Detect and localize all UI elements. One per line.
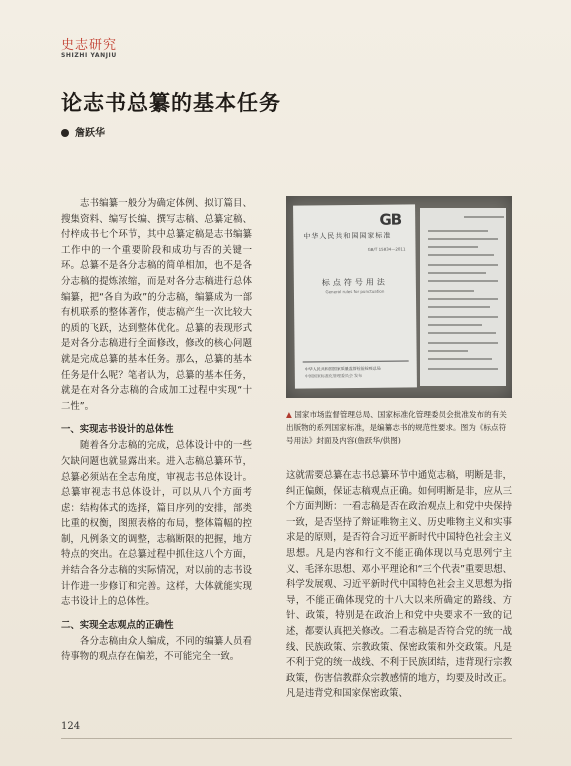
content-line [464, 216, 504, 218]
article-title: 论志书总纂的基本任务 [61, 90, 281, 115]
cover-issuer-1: 中华人民共和国国家质量监督检验检疫总局 [304, 365, 381, 372]
cover-standard-name: 标点符号用法 [321, 277, 388, 288]
content-line [428, 290, 474, 292]
page-number: 124 [61, 721, 81, 732]
content-line [428, 238, 498, 240]
content-line [428, 298, 498, 300]
gb-logo: GB [379, 210, 402, 229]
figure-caption [286, 408, 512, 447]
standard-content-page [420, 208, 506, 386]
content-line [428, 280, 498, 282]
section-label-pinyin: SHIZHI YANJIU [61, 52, 117, 59]
content-line [428, 324, 482, 326]
cover-subtitle: General rules for punctuation [325, 288, 385, 295]
section-heading-2: 二、实现全志观点的正确性 [61, 619, 174, 631]
bullet-icon [61, 129, 69, 137]
author-line [61, 124, 105, 139]
section-heading-1: 一、实现志书设计的总体性 [61, 424, 174, 436]
footer-rule [61, 738, 512, 739]
content-line [428, 306, 490, 308]
cover-standard-number: GB/T 15834—2011 [367, 246, 406, 252]
standard-cover [293, 204, 417, 388]
content-line [428, 316, 498, 318]
content-line [428, 272, 486, 274]
right-paragraph: 这就需要总纂在志书总纂环节中通览志稿，明断是非，纠正偏颇，保证志稿观点正确。如何明断是非，应从三个方面判断：一看志稿是否在政治观点上和党中央保持一致，是否坚持了辩证唯物主义、历史唯物主义和实事求是的原则，是否符合习近平新时代中国特色社会主义思想。凡是内容和行文不能正确体现以马克思列宁主义、毛泽东思想、邓小平理论和“三个代表”重要思想、科学发展观、习近平新时代中国特色社会主义思想为指导，不能正确体现党的十八大以来所确定的路线、方针、政策，特别是在政治上和党中央要求不一致的记述，都要认真把关修改。二看志稿是否符合党的统一战线、民族政策、宗教政策、保密政策和外交政策。凡是不利于党的统一战线、不利于民族团结，违背现行宗教政策，伤害信教群众宗教感情的地方，均要及时改正。凡是违背党和国家保密政策、 [286, 470, 512, 700]
content-line [428, 350, 468, 352]
content-line [428, 332, 496, 334]
triangle-icon: ▲ [286, 410, 292, 419]
content-line [428, 254, 494, 256]
section-label: 史志研究 [61, 38, 118, 53]
cover-header: 中华人民共和国国家标准 [303, 231, 392, 241]
cover-issuer-2: 中国国家标准化管理委员会 发布 [304, 372, 363, 379]
section-2-paragraph: 各分志稿由众人编成，不同的编纂人员看待事物的观点存在偏差，不可能完全一致。 [61, 635, 252, 663]
left-column [61, 196, 252, 665]
cover-divider [303, 360, 409, 362]
caption-text: 国家市场监督管理总局、国家标准化管理委员会批准发布的有关出版物的系列国家标准，是编纂志书的规范性要求。图为《标点符号用法》封面及内容(詹跃华/供图) [286, 410, 507, 445]
figure-photo [286, 196, 512, 398]
content-line [428, 264, 498, 266]
content-line [428, 246, 478, 248]
intro-paragraph: 志书编纂一般分为确定体例、拟订篇目、搜集资料、编写长编、撰写志稿、总纂定稿、付梓成书七个环节，其中总纂定稿是志书编纂工作中的一个重要阶段和成功与否的关键一环。总纂不是各分志稿的简单相加，也不是各分志稿的提炼浓缩，而是对各分志稿进行总体编纂，把“各自为政”的分志稿，编纂成为一部有机联系的整体著作，使志稿产生一次比较大的质的飞跃，达到整体优化。总纂的表现形式是对各分志稿进行全面修改，修改的核心问题就是完成总纂的基本任务。那么，总纂的基本任务是什么呢？笔者认为，总纂的基本任务，就是在对各分志稿的合成加工过程中实现“十二性”。 [61, 198, 252, 412]
section-1-paragraph: 随着各分志稿的完成，总体设计中的一些欠缺问题也就显露出来。进入志稿总纂环节，总纂必须站在全志角度，审视志书总体设计。总纂审视志书总体设计，可以从八个方面考虑：结构体式的选择，篇目序列的安排，部类比重的权衡，图照表格的布局，整体篇幅的控制，凡例条文的调整，志稿断限的把握，地方特点的突出。在总纂过程中抓住这八个方面，并结合各分志稿的实际情况，对以前的志书设计作进一步修订和完善。这样，大体就能实现志书设计上的总体性。 [61, 440, 252, 608]
content-line [428, 342, 498, 344]
content-line [428, 358, 492, 360]
content-line [428, 230, 488, 232]
author-name: 詹跃华 [75, 128, 105, 139]
right-column [286, 468, 512, 702]
content-line [428, 368, 498, 370]
